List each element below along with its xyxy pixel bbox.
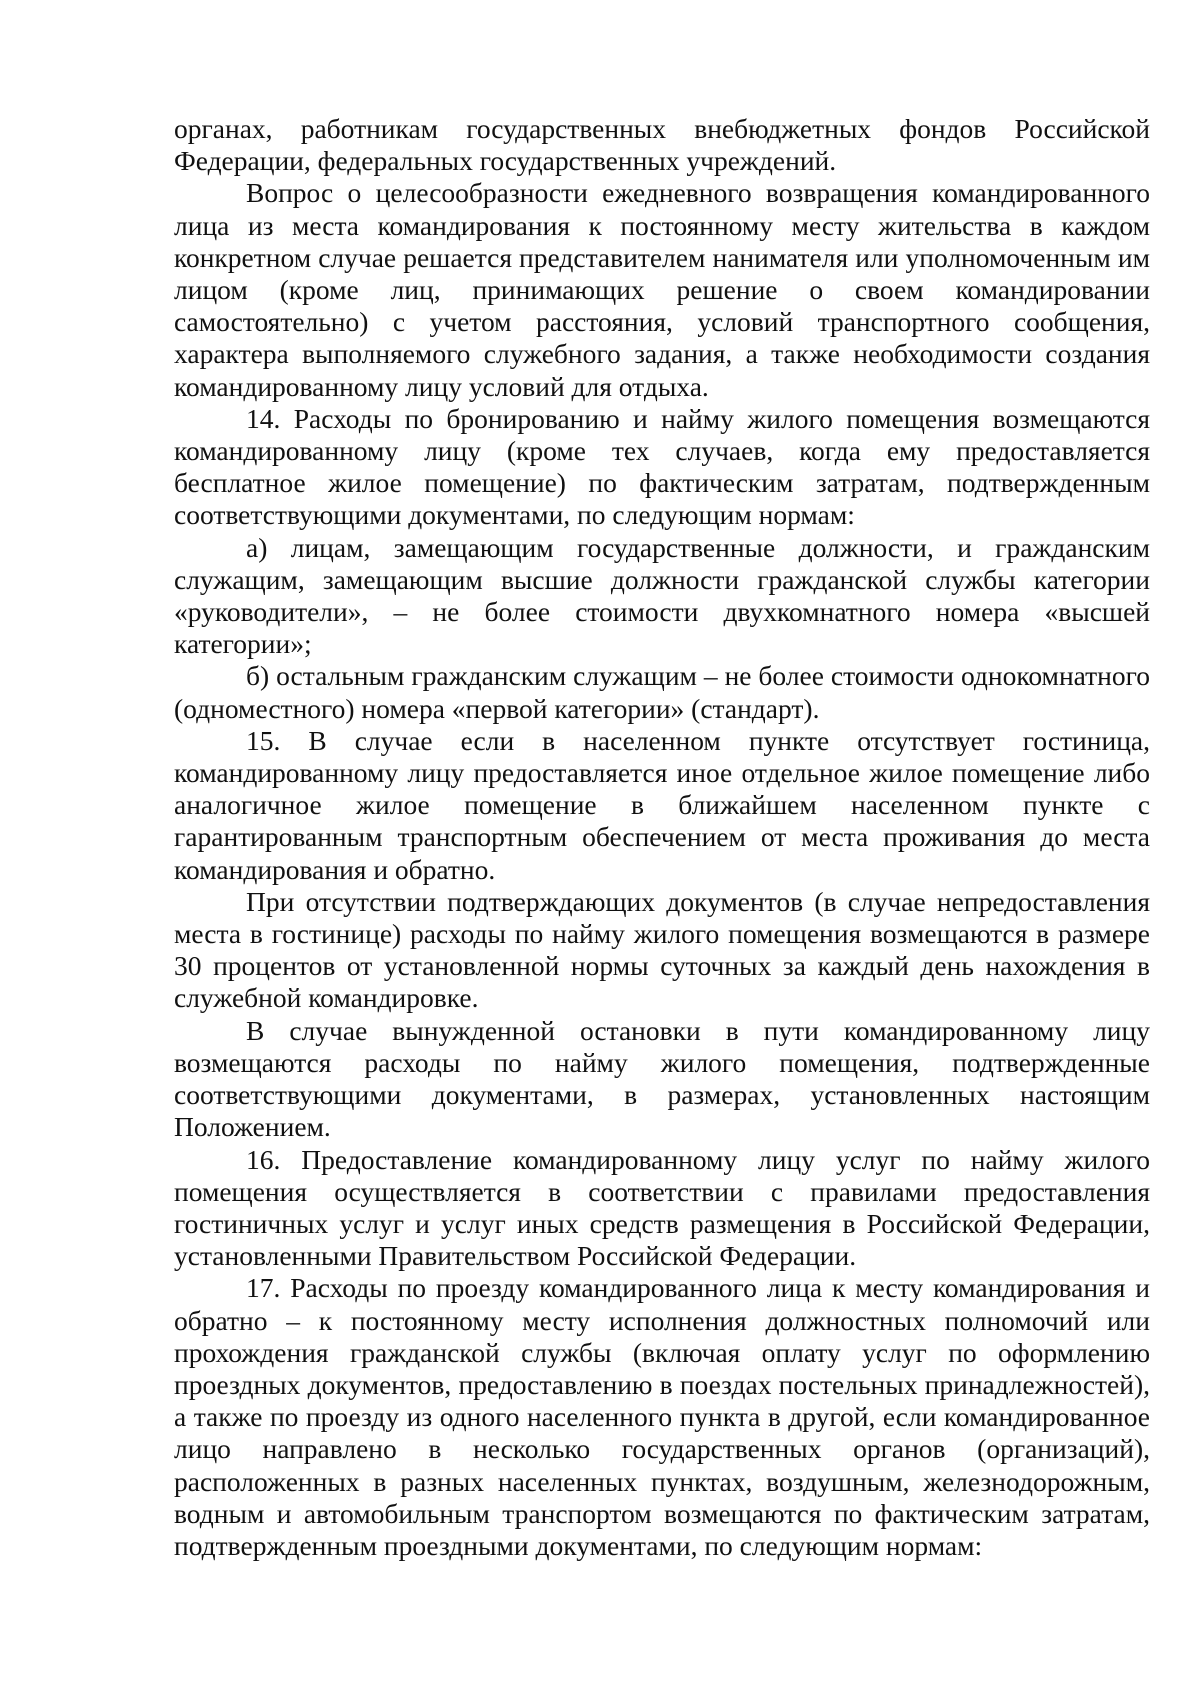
paragraph-14-a: а) лицам, замещающим государственные должности, и гражданским служащим, замещающим высшие должности гражданской службы категории «руководители», – не более стоимости двухкомнатного номера «высшей категории»; xyxy=(174,531,1150,660)
paragraph-continuation: органах, работникам государственных внебюджетных фондов Российской Федерации, федеральных государственных учреждений. xyxy=(174,113,1150,177)
paragraph-17: 17. Расходы по проезду командированного лица к месту командирования и обратно – к постоянному месту исполнения должностных полномочий или прохождения гражданской службы (включая оплату услуг по оформлению проездных документов, предоставлению в поездах постельных принадлежностей), а также по проезду из одного населенного пункта в другой, если командированное лицо направлено в несколько государственных органов (организаций), расположенных в разных населенных пунктах, воздушным, железнодорожным, водным и автомобильным транспортом возмещаются по фактическим затратам, подтвержденным проездными документами, по следующим нормам: xyxy=(174,1272,1150,1561)
paragraph-15-no-documents: При отсутствии подтверждающих документов (в случае непредоставления места в гостинице) расходы по найму жилого помещения возмещаются в размере 30 процентов от установленной нормы суточных за каждый день нахождения в служебной командировке. xyxy=(174,885,1150,1014)
paragraph-14-b: б) остальным гражданским служащим – не более стоимости однокомнатного (одноместного) номера «первой категории» (стандарт). xyxy=(174,660,1150,724)
paragraph-return-decision: Вопрос о целесообразности ежедневного возвращения командированного лица из места командирования к постоянному месту жительства в каждом конкретном случае решается представителем нанимателя или уполномоченным им лицом (кроме лиц, принимающих решение о своем командировании самостоятельно) с учетом расстояния, условий транспортного сообщения, характера выполняемого служебного задания, а также необходимости создания командированному лицу условий для отдыха. xyxy=(174,177,1150,402)
paragraph-15: 15. В случае если в населенном пункте отсутствует гостиница, командированному лицу предоставляется иное отдельное жилое помещение либо аналогичное жилое помещение в ближайшем населенном пункте с гарантированным транспортным обеспечением от места проживания до места командирования и обратно. xyxy=(174,724,1150,885)
document-body xyxy=(174,113,1150,1562)
paragraph-15-forced-stop: В случае вынужденной остановки в пути командированному лицу возмещаются расходы по найму жилого помещения, подтвержденные соответствующими документами, в размерах, установленных настоящим Положением. xyxy=(174,1014,1150,1143)
paragraph-14: 14. Расходы по бронированию и найму жилого помещения возмещаются командированному лицу (кроме тех случаев, когда ему предоставляется бесплатное жилое помещение) по фактическим затратам, подтвержденным соответствующими документами, по следующим нормам: xyxy=(174,402,1150,531)
paragraph-16: 16. Предоставление командированному лицу услуг по найму жилого помещения осуществляется в соответствии с правилами предоставления гостиничных услуг и услуг иных средств размещения в Российской Федерации, установленными Правительством Российской Федерации. xyxy=(174,1143,1150,1272)
